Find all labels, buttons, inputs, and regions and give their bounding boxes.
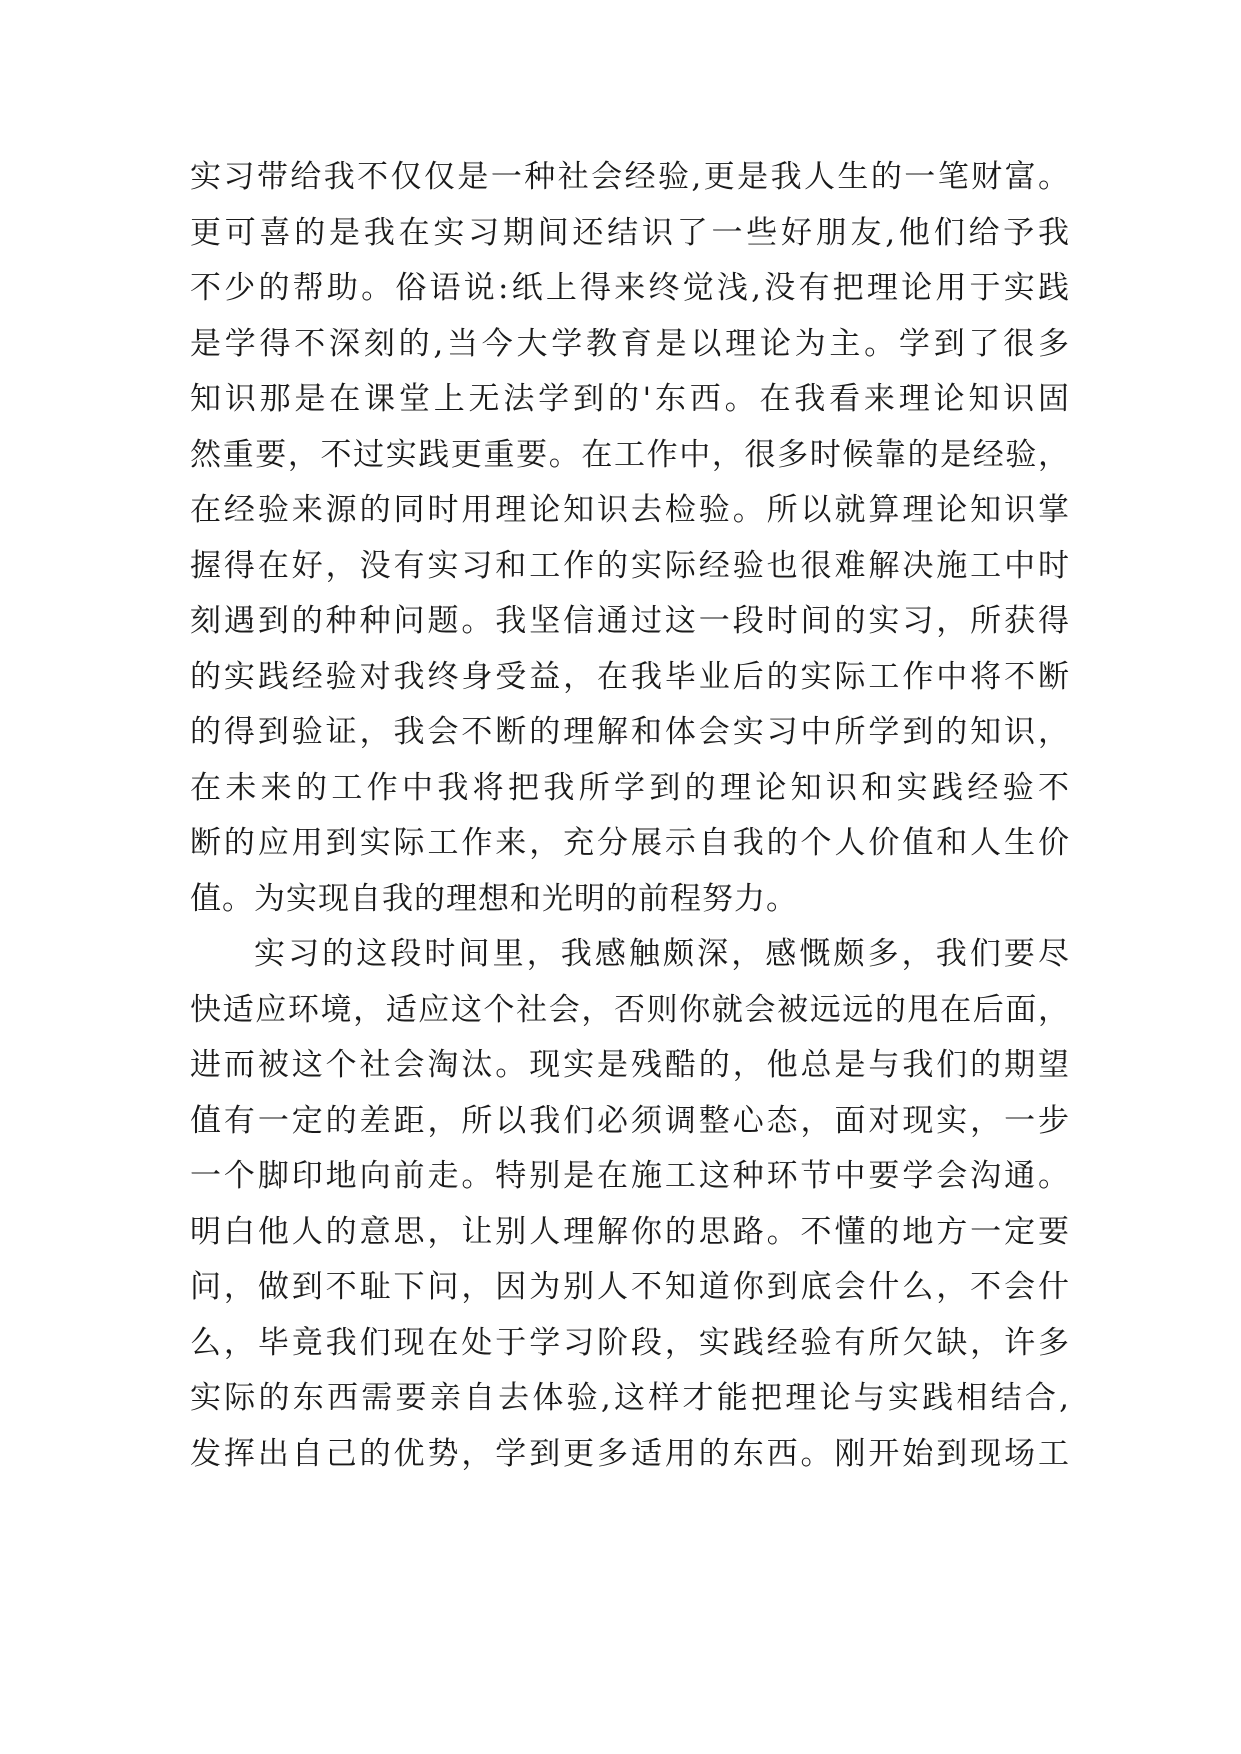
text-line: 更可喜的是我在实习期间还结识了一些好朋友,他们给予我 <box>190 214 1070 251</box>
text-line: 值有一定的差距，所以我们必须调整心态，面对现实，一步 <box>190 1102 1070 1139</box>
text-line: 刻遇到的种种问题。我坚信通过这一段时间的实习，所获得 <box>190 603 1070 639</box>
text-line: 在经验来源的同时用理论知识去检验。所以就算理论知识掌 <box>190 492 1070 528</box>
paragraph-2 <box>190 927 1070 1482</box>
text-line: 在未来的工作中我将把我所学到的理论知识和实践经验不 <box>190 769 1070 806</box>
text-line: 实习的这段时间里，我感触颇深，感慨颇多，我们要尽 <box>254 936 1070 972</box>
text-line: 不少的帮助。俗语说:纸上得来终觉浅,没有把理论用于实践 <box>190 270 1070 306</box>
body-text <box>190 150 1070 1482</box>
text-line: 问，做到不耻下问，因为别人不知道你到底会什么，不会什 <box>190 1269 1070 1305</box>
text-line: 握得在好，没有实习和工作的实际经验也很难解决施工中时 <box>190 547 1070 584</box>
paragraph-1 <box>190 150 1070 927</box>
text-line: 的得到验证，我会不断的理解和体会实习中所学到的知识， <box>190 714 1070 750</box>
text-line: 知识那是在课堂上无法学到的'东西。在我看来理论知识固 <box>190 381 1070 417</box>
text-line: 然重要，不过实践更重要。在工作中，很多时候靠的是经验， <box>190 436 1070 473</box>
text-line: 实际的东西需要亲自去体验,这样才能把理论与实践相结合, <box>190 1380 1070 1416</box>
text-line: 一个脚印地向前走。特别是在施工这种环节中要学会沟通。 <box>190 1158 1070 1194</box>
text-line: 么，毕竟我们现在处于学习阶段，实践经验有所欠缺，许多 <box>190 1324 1070 1361</box>
text-line: 值。为实现自我的理想和光明的前程努力。 <box>190 880 798 917</box>
text-line: 快适应环境，适应这个社会，否则你就会被远远的甩在后面， <box>190 991 1070 1028</box>
text-line: 明白他人的意思，让别人理解你的思路。不懂的地方一定要 <box>190 1213 1070 1250</box>
text-line: 进而被这个社会淘汰。现实是残酷的，他总是与我们的期望 <box>190 1047 1070 1083</box>
text-line: 是学得不深刻的,当今大学教育是以理论为主。学到了很多 <box>190 325 1070 362</box>
text-line: 的实践经验对我终身受益，在我毕业后的实际工作中将不断 <box>190 658 1070 695</box>
text-line: 实习带给我不仅仅是一种社会经验,更是我人生的一笔财富。 <box>190 159 1070 195</box>
text-line: 发挥出自己的优势，学到更多适用的东西。刚开始到现场工 <box>190 1435 1070 1472</box>
text-line: 断的应用到实际工作来，充分展示自我的个人价值和人生价 <box>190 825 1070 861</box>
